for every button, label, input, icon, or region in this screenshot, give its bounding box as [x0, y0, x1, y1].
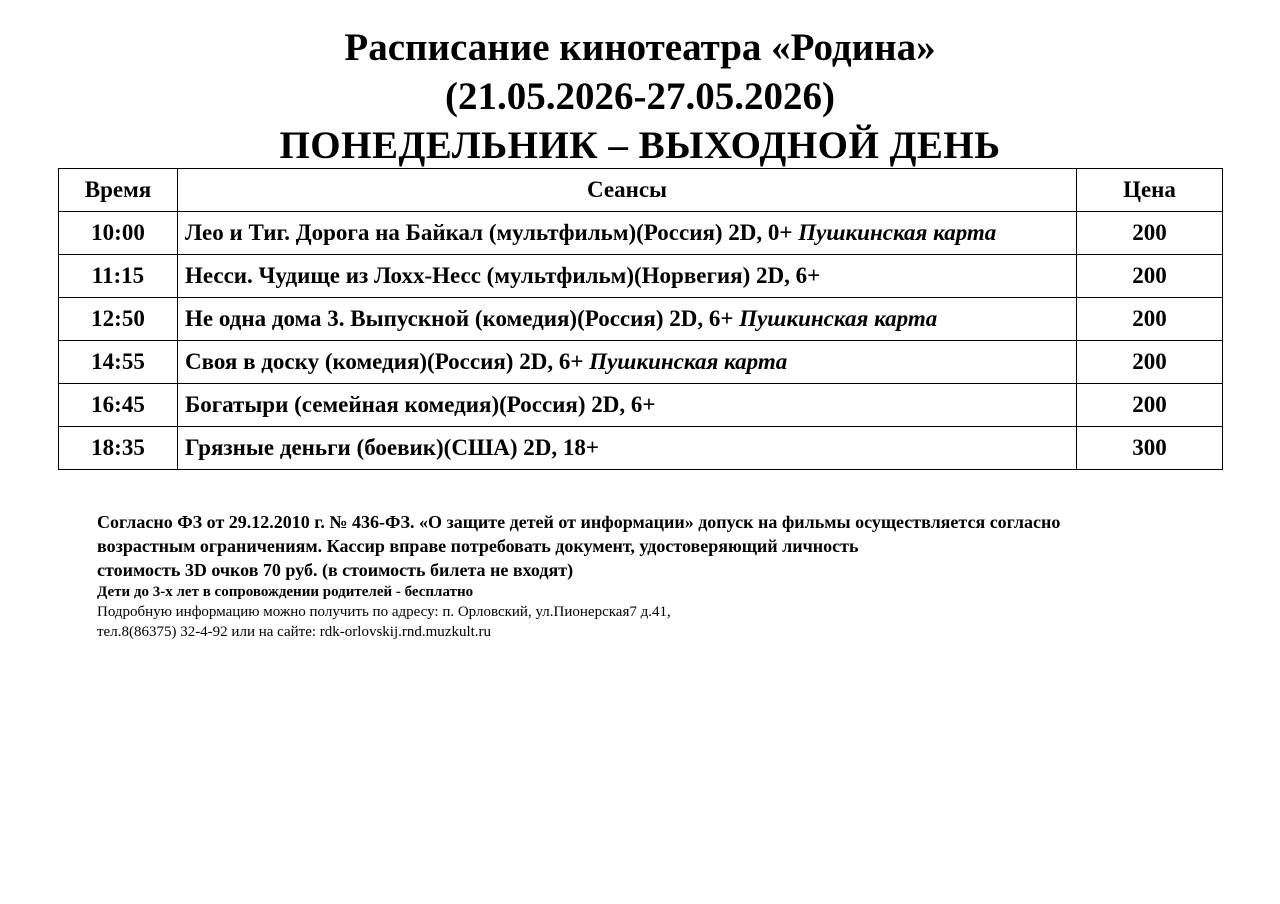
session-time: 14:55 [59, 341, 178, 384]
session-title: Богатыри (семейная комедия)(Россия) 2D, 6+ [185, 392, 656, 417]
header-time: Время [59, 169, 178, 212]
session-cell [178, 212, 1077, 255]
schedule-table [58, 168, 1223, 470]
table-row [59, 212, 1223, 255]
table-row [59, 341, 1223, 384]
law-notice-line1: Согласно ФЗ от 29.12.2010 г. № 436-ФЗ. «О защите детей от информации» допуск на фильмы осуществляется согласно [97, 512, 1061, 532]
session-cell [178, 341, 1077, 384]
session-time: 11:15 [59, 255, 178, 298]
session-time: 10:00 [59, 212, 178, 255]
session-price: 200 [1077, 341, 1223, 384]
session-price: 200 [1077, 255, 1223, 298]
session-title: Своя в доску (комедия)(Россия) 2D, 6+ [185, 349, 590, 374]
children-free-note: Дети до 3-х лет в сопровождении родителей - бесплатно [97, 584, 474, 600]
notes-block [97, 510, 1267, 642]
glasses-price-note: стоимость 3D очков 70 руб. (в стоимость билета не входят) [97, 560, 574, 580]
day-off-notice: ПОНЕДЕЛЬНИК – ВЫХОДНОЙ ДЕНЬ [279, 124, 1001, 167]
address-line2: тел.8(86375) 32-4-92 или на сайте: rdk-orlovskij.rnd.muzkult.ru [97, 624, 492, 640]
table-row [59, 298, 1223, 341]
page-title: Расписание кинотеатра «Родина» [344, 26, 936, 69]
pushkin-card-tag: Пушкинская карта [589, 349, 788, 374]
session-price: 200 [1077, 298, 1223, 341]
session-price: 300 [1077, 427, 1223, 470]
session-time: 18:35 [59, 427, 178, 470]
date-range: (21.05.2026-27.05.2026) [445, 75, 835, 118]
session-price: 200 [1077, 212, 1223, 255]
session-cell [178, 427, 1077, 470]
table-row [59, 427, 1223, 470]
session-cell [178, 298, 1077, 341]
session-time: 12:50 [59, 298, 178, 341]
header-price: Цена [1077, 169, 1223, 212]
pushkin-card-tag: Пушкинская карта [798, 220, 997, 245]
address-line1: Подробную информацию можно получить по адресу: п. Орловский, ул.Пионерская7 д.41, [97, 604, 671, 620]
session-title: Лео и Тиг. Дорога на Байкал (мультфильм)(Россия) 2D, 0+ [185, 220, 799, 245]
law-notice-line2: возрастным ограничениям. Кассир вправе потребовать документ, удостоверяющий личность [97, 536, 859, 556]
session-price: 200 [1077, 384, 1223, 427]
table-row [59, 255, 1223, 298]
session-title: Несси. Чудище из Лохх-Несс (мультфильм)(Норвегия) 2D, 6+ [185, 263, 821, 288]
table-header-row [59, 169, 1223, 212]
session-time: 16:45 [59, 384, 178, 427]
pushkin-card-tag: Пушкинская карта [739, 306, 938, 331]
session-title: Не одна дома 3. Выпускной (комедия)(Россия) 2D, 6+ [185, 306, 740, 331]
session-cell [178, 384, 1077, 427]
session-title: Грязные деньги (боевик)(США) 2D, 18+ [185, 435, 599, 460]
table-row [59, 384, 1223, 427]
header-sessions: Сеансы [178, 169, 1077, 212]
session-cell [178, 255, 1077, 298]
